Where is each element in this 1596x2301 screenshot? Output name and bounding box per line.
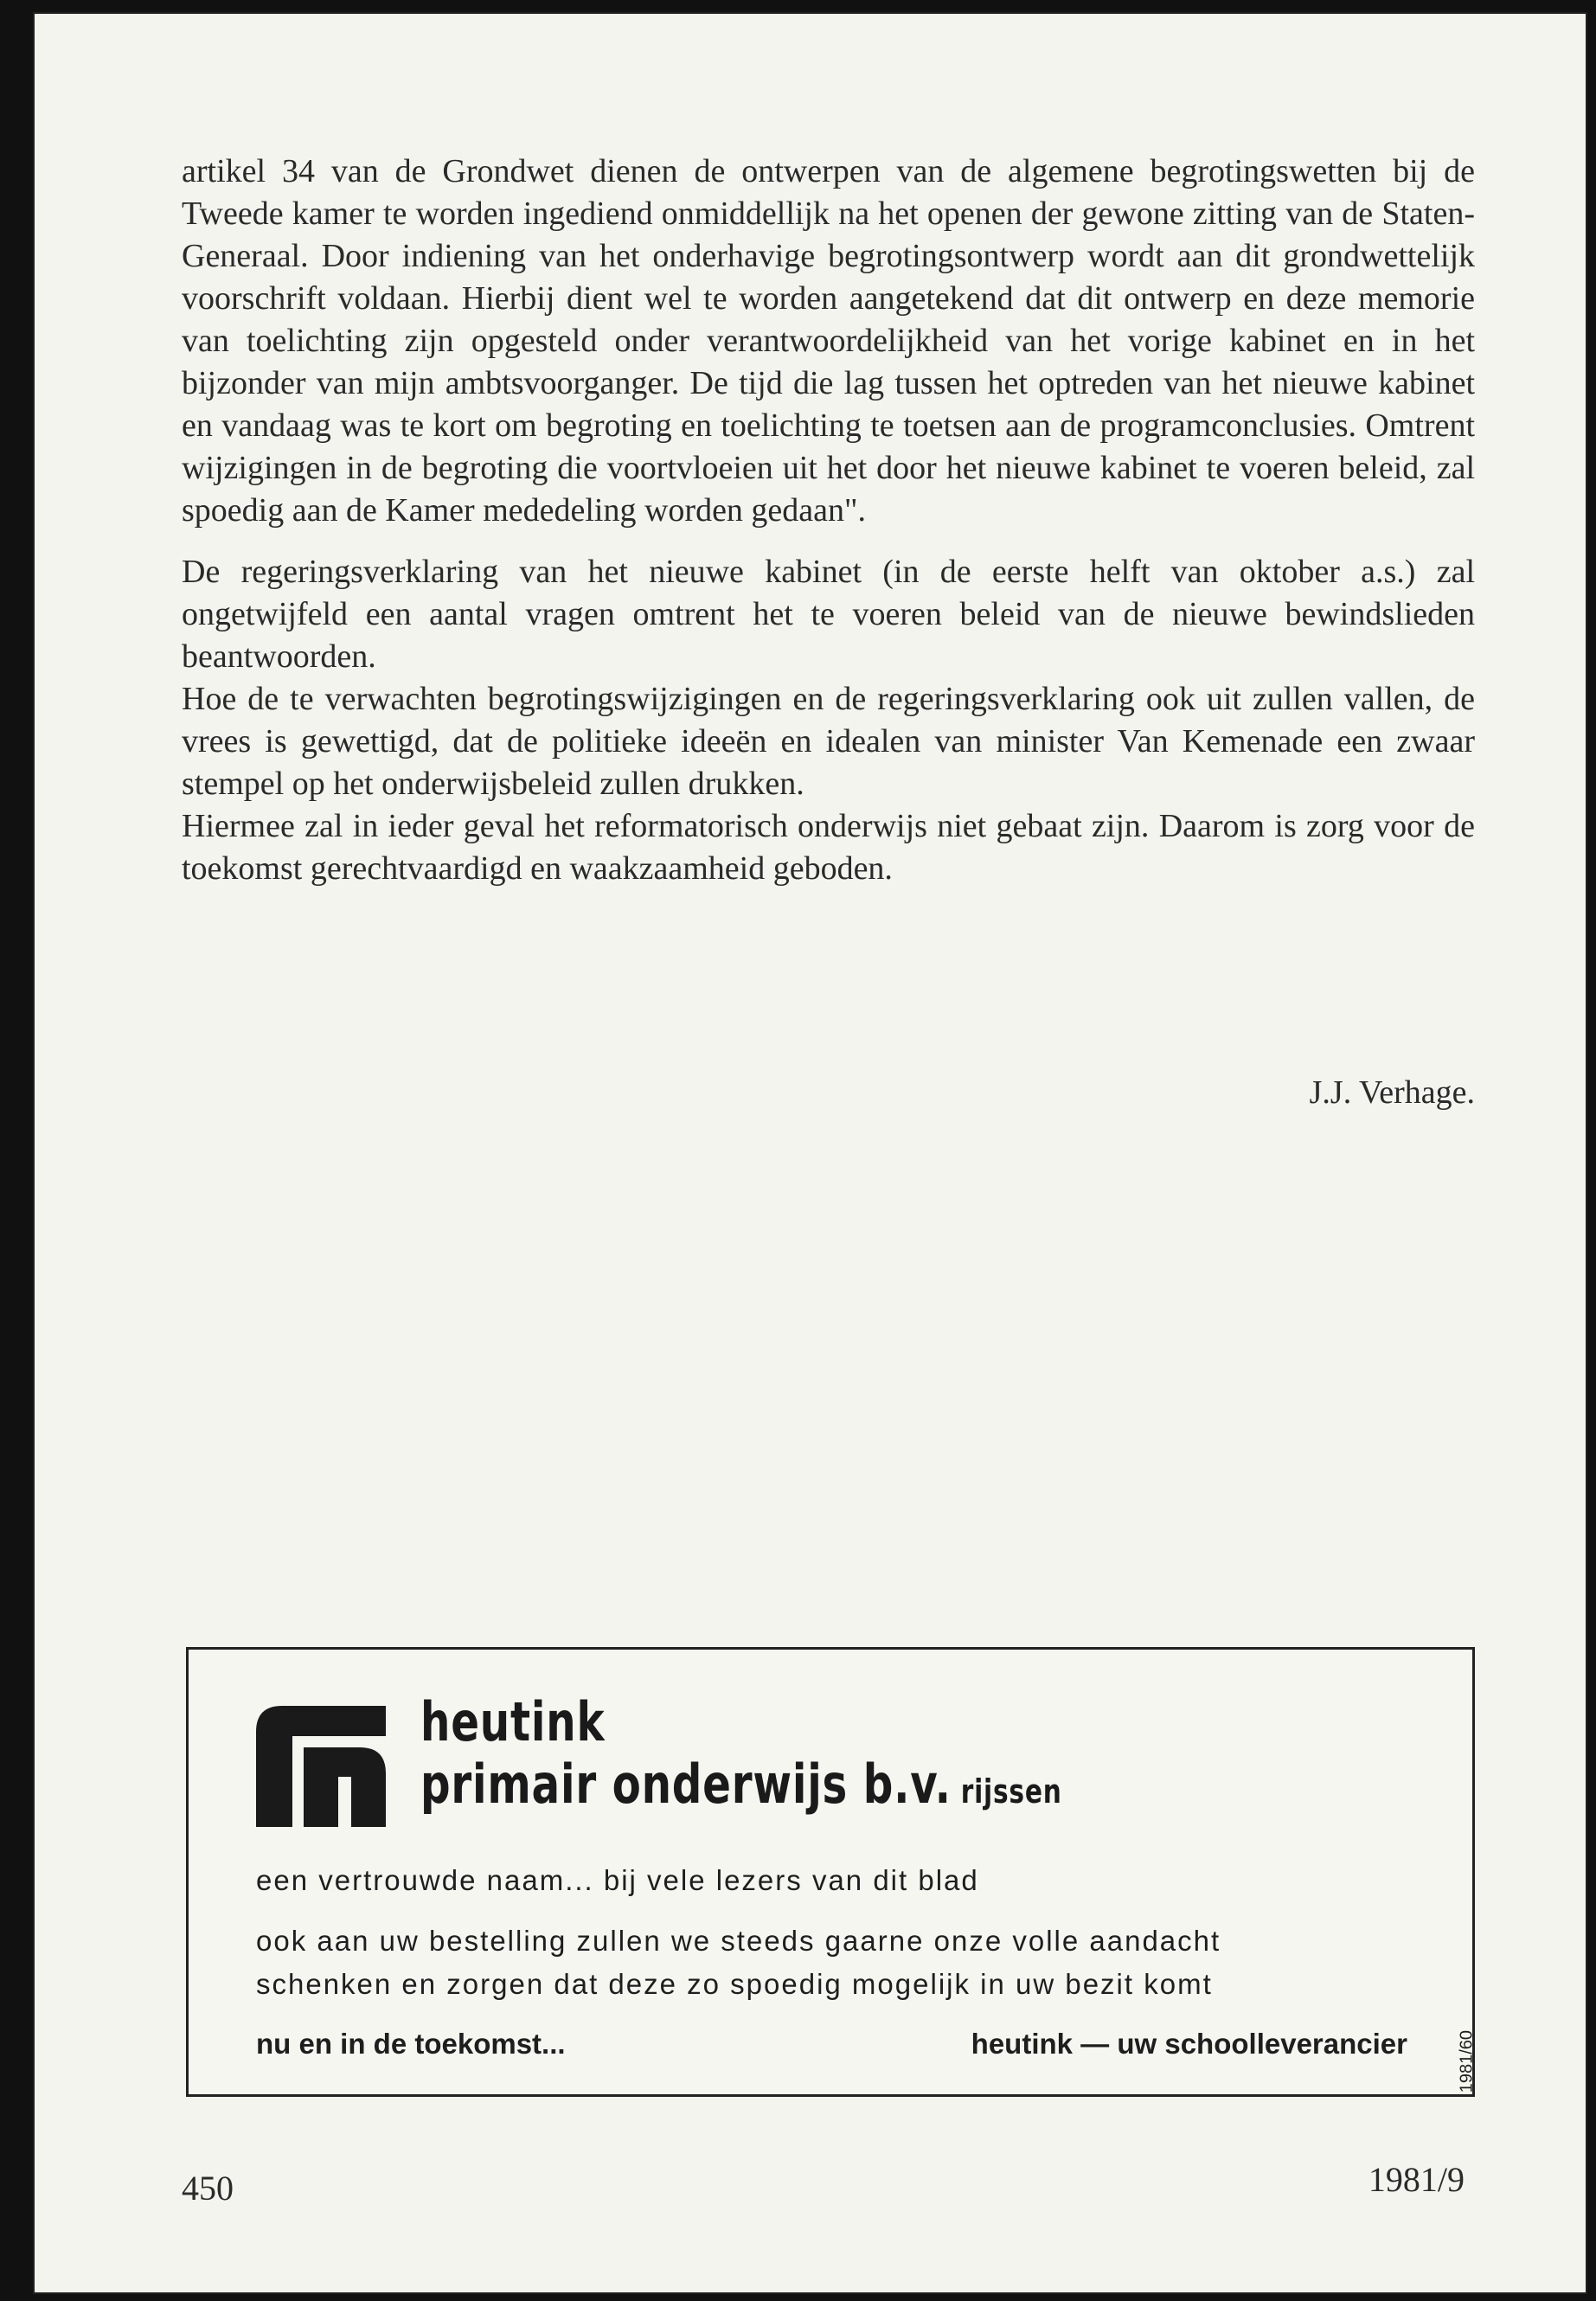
advertisement xyxy=(186,1647,1475,2097)
page-number: 450 xyxy=(182,2169,234,2208)
issue-number: 1981/9 xyxy=(1368,2160,1465,2199)
article-paragraph: Hoe de te verwachten begrotingswijzigingen en de regeringsverklaring ook uit zullen vallen, de vrees is gewettigd, dat de politieke ideeën en idealen van minister Van Kemenade een zwaar stempel op het onderwijsbeleid zullen drukken. xyxy=(182,681,1475,802)
article-paragraph: De regeringsverklaring van het nieuwe kabinet (in de eerste helft van oktober a.s.) zal ongetwijfeld een aantal vragen omtrent het te voeren beleid van de nieuwe bewindslieden beantwoorden. xyxy=(182,554,1475,675)
heutink-logo-icon xyxy=(256,1697,386,1827)
article-paragraph: Hiermee zal in ieder geval het reformatorisch onderwijs niet gebaat zijn. Daarom is zorg voor de toekomst gerechtvaardigd en waakzaamheid geboden. xyxy=(182,808,1475,887)
company-name-line1: heutink xyxy=(420,1690,606,1753)
author-signature: J.J. Verhage. xyxy=(1309,1074,1475,1111)
ad-body-line: schenken en zorgen dat deze zo spoedig mogelijk in uw bezit komt xyxy=(256,1968,1213,2000)
company-city: rijssen xyxy=(960,1772,1062,1811)
ad-body xyxy=(256,1920,1221,2006)
page xyxy=(33,12,1587,2294)
article-body xyxy=(182,151,1475,890)
company-name xyxy=(420,1691,1062,1823)
ad-body-line: ook aan uw bestelling zullen we steeds gaarne onze volle aandacht xyxy=(256,1925,1221,1957)
ad-tagline: een vertrouwde naam... bij vele lezers van dit blad xyxy=(256,1864,979,1896)
ad-code: 1981/60 xyxy=(1457,2030,1476,2093)
ad-footer-left: nu en in de toekomst... xyxy=(256,2028,566,2060)
article-paragraph: artikel 34 van de Grondwet dienen de ontwerpen van de algemene begrotingswetten bij de Tweede kamer te worden ingediend onmiddellijk na het openen der gewone zitting van de Staten-Generaal. Door indiening van het onderhavige begrotingsontwerp wordt aan dit grondwettelijk voorschrift voldaan. Hierbij dient wel te worden aangetekend dat dit ontwerp en deze memorie van toelichting zijn opgesteld onder verantwoordelijkheid van het vorige kabinet en in het bijzonder van mijn ambtsvoorganger. De tijd die lag tussen het optreden van het nieuwe kabinet en vandaag was te kort om begroting en toelichting te toetsen aan de programconclusies. Omtrent wijzigingen in de begroting die voortvloeien uit het door het nieuwe kabinet te voeren beleid, zal spoedig aan de Kamer mededeling worden gedaan". xyxy=(182,153,1475,529)
ad-footer-right: heutink — uw schoolleverancier xyxy=(971,2028,1407,2060)
company-name-line2: primair onderwijs b.v. xyxy=(420,1753,952,1816)
